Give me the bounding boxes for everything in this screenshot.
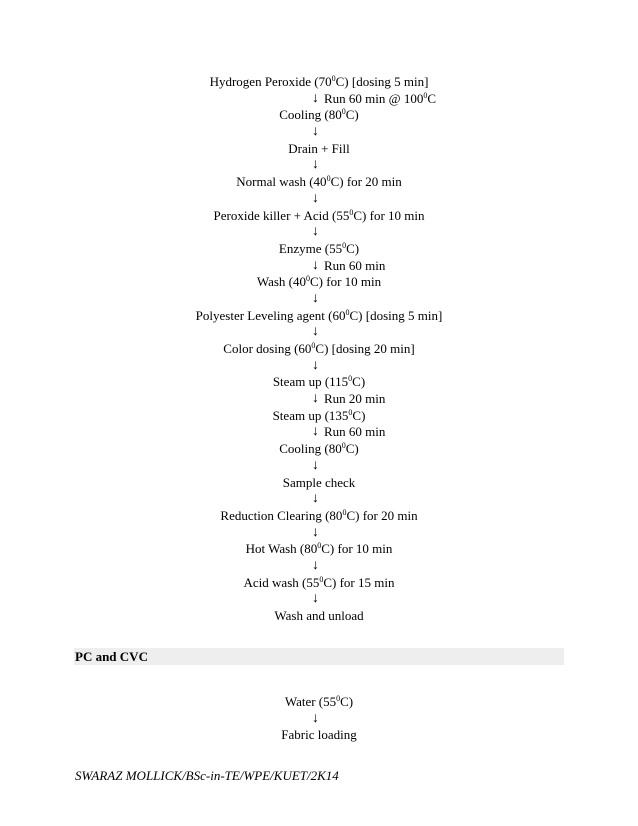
down-arrow-icon: ↓ bbox=[312, 424, 319, 440]
flow-step: Enzyme $(55^0C)$ bbox=[278, 240, 360, 256]
flow-step: Normal wash $(40^0C)$ for 20 min bbox=[236, 174, 402, 190]
flow-step: Reduction Clearing $(80^0C)$ for 20 min bbox=[220, 507, 418, 523]
down-arrow-icon: ↓ bbox=[312, 457, 319, 473]
flow-step: Sample check bbox=[282, 474, 356, 490]
flow-arrow bbox=[0, 591, 638, 608]
down-arrow-icon: ↓ bbox=[312, 710, 319, 726]
flow-arrow bbox=[0, 157, 638, 174]
process-flow-1 bbox=[0, 74, 638, 625]
down-arrow-icon: ↓ bbox=[312, 524, 319, 540]
down-arrow-icon: ↓ bbox=[312, 90, 319, 106]
down-arrow-icon: ↓ bbox=[312, 324, 319, 340]
flow-arrow bbox=[0, 124, 638, 141]
flow-step: Acid wash $(55^0C)$ for 15 min bbox=[243, 574, 395, 590]
flow-step: Polyester Leveling agent $(60^0C)$ [dosing 5 min] bbox=[195, 307, 443, 323]
arrow-note: Run 60 min @ $100^0C$ bbox=[324, 90, 437, 106]
flow-arrow bbox=[0, 291, 638, 308]
flow-step: Drain + Fill bbox=[288, 140, 350, 156]
down-arrow-icon: ↓ bbox=[312, 357, 319, 373]
down-arrow-icon: ↓ bbox=[312, 491, 319, 507]
flow-arrow bbox=[0, 558, 638, 575]
flow-arrow bbox=[0, 358, 638, 375]
down-arrow-icon: ↓ bbox=[312, 224, 319, 240]
flow-step: Fabric loading bbox=[281, 727, 357, 743]
flow-arrow bbox=[0, 324, 638, 341]
flow-step: Wash $(40^0C)$ for 10 min bbox=[256, 274, 382, 290]
flow-step: Cooling $(80^0C)$ bbox=[279, 441, 359, 457]
flow-step: Cooling $(80^0C)$ bbox=[279, 107, 359, 123]
down-arrow-icon: ↓ bbox=[312, 157, 319, 173]
flow-arrow bbox=[0, 491, 638, 508]
flow-step: Color dosing $(60^0C)$ [dosing 20 min] bbox=[223, 341, 415, 356]
down-arrow-icon: ↓ bbox=[312, 190, 319, 206]
flow-arrow bbox=[0, 191, 638, 208]
flow-step: Steam up $(135^0C)$ bbox=[272, 407, 366, 423]
flow-arrow bbox=[0, 224, 638, 241]
down-arrow-icon: ↓ bbox=[312, 391, 319, 407]
down-arrow-icon: ↓ bbox=[312, 257, 319, 273]
flow-step: Hydrogen Peroxide $(70^0C)$ [dosing 5 min] bbox=[209, 74, 429, 89]
flow-arrow: ↓ Run 60 min bbox=[312, 257, 386, 273]
down-arrow-icon: ↓ bbox=[312, 124, 319, 140]
flow-arrow bbox=[0, 711, 638, 728]
process-flow-2 bbox=[0, 694, 638, 744]
down-arrow-icon: ↓ bbox=[312, 591, 319, 607]
flow-arrow: ↓ Run 60 min bbox=[312, 424, 386, 440]
flow-step: Peroxide killer + Acid $(55^0C)$ for 10 min bbox=[213, 207, 425, 223]
section-heading: PC and CVC bbox=[75, 649, 148, 664]
flow-step: Hot Wash $(80^0C)$ for 10 min bbox=[245, 541, 393, 557]
page-footer: SWARAZ MOLLICK/BSc-in-TE/WPE/KUET/2K14 bbox=[75, 768, 339, 783]
flow-arrow bbox=[0, 91, 638, 108]
flow-arrow: ↓ Run 20 min bbox=[312, 391, 386, 407]
down-arrow-icon: ↓ bbox=[312, 557, 319, 573]
flow-step: Wash and unload bbox=[274, 608, 364, 623]
flow-step: Water $(55^0C)$ bbox=[284, 694, 354, 709]
flow-step: Steam up $(115^0C)$ bbox=[272, 374, 366, 390]
flow-arrow bbox=[0, 525, 638, 542]
flow-arrow bbox=[0, 458, 638, 475]
down-arrow-icon: ↓ bbox=[312, 290, 319, 306]
